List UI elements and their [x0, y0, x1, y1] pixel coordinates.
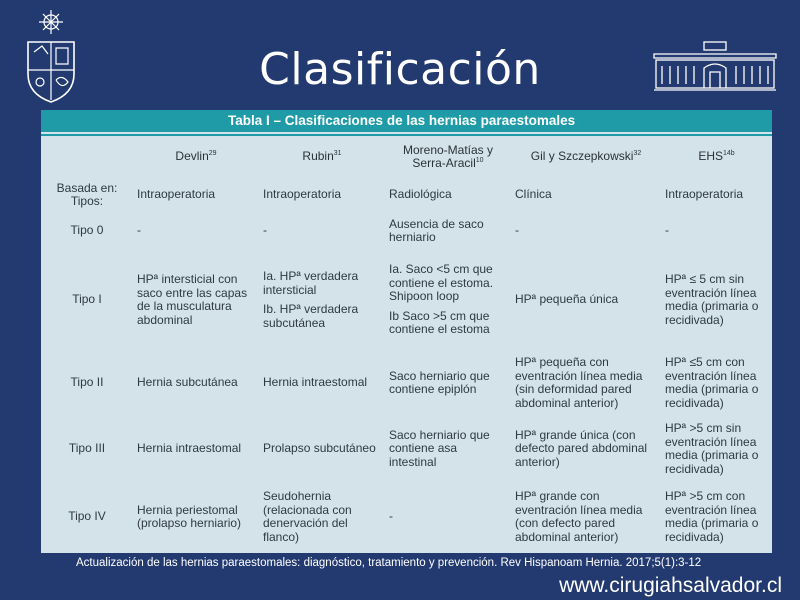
- table-cell: -: [263, 223, 267, 238]
- table-row: [41, 416, 772, 482]
- table-cell: HPª >5 cm sin eventración línea media (primaria o recidivada): [665, 421, 759, 476]
- table-cell: Ausencia de saco herniario: [389, 216, 484, 244]
- table-cell: HPª ≤ 5 cm sin eventración línea media (primaria o recidivada): [665, 272, 759, 327]
- table-cell: HPª grande con eventración línea media (con defecto pared abdominal anterior): [515, 489, 643, 544]
- table-cell: HPª >5 cm con eventración línea media (primaria o recidivada): [665, 489, 759, 544]
- slide-title: Clasificación: [259, 44, 541, 95]
- row-label: Tipo I: [72, 292, 102, 307]
- table-cell: Hernia intraestomal: [137, 441, 242, 456]
- header-empty-cell: [41, 136, 133, 178]
- table-caption: Tabla I – Clasificaciones de las hernias paraestomales: [41, 110, 772, 132]
- cell-text-b: Ib Saco >5 cm que contiene el estoma: [389, 308, 490, 337]
- cell-text-b: Ib. HPª verdadera subcutánea: [263, 302, 359, 330]
- table-cell: HPª ≤5 cm con eventración línea media (primaria o recidivada): [665, 355, 759, 410]
- table-cell: HPª intersticial con saco entre las capas de la musculatura abdominal: [137, 272, 248, 327]
- table-cell: Saco herniario que contiene epiplón: [389, 368, 490, 396]
- table-header-row: [41, 136, 772, 178]
- header-rubin: Rubin$^{31}$: [302, 149, 342, 164]
- citation-text: Actualización de las hernias paraestomales: diagnóstico, tratamiento y prevención. Rev Hispanoam Hernia. 2017;5(1):3-12: [76, 557, 702, 569]
- table-cell: Hernia subcutánea: [137, 375, 238, 390]
- table-cell: -: [137, 223, 141, 238]
- header-devlin: Devlin$^{29}$: [175, 149, 217, 164]
- header-gil-szczepkowski: Gil y Szczepkowski$^{32}$: [530, 149, 642, 164]
- table-cell: Intraoperatoria: [137, 187, 216, 202]
- row-label: Basada en: Tipos:: [56, 180, 118, 208]
- table-cell: HPª pequeña única: [515, 292, 619, 307]
- header-moreno-matias: Moreno-Matías y Serra-Aracil$^{10}$: [402, 142, 494, 170]
- table-cell: [259, 250, 385, 350]
- row-label: Tipo II: [70, 375, 104, 390]
- table-cell: Prolapso subcutáneo: [263, 441, 376, 456]
- table-cell: Clínica: [515, 187, 552, 202]
- table-cell: -: [515, 223, 519, 238]
- table-grid: [41, 136, 772, 552]
- table-cell: Radiológica: [389, 187, 452, 202]
- table-cell: [385, 250, 511, 350]
- table-cell: HPª grande única (con defecto pared abdominal anterior): [515, 427, 648, 469]
- table-row: [41, 482, 772, 552]
- table-row: [41, 350, 772, 416]
- table-cell: Hernia intraestomal: [263, 375, 368, 390]
- table-cell: Intraoperatoria: [263, 187, 342, 202]
- classification-table: [41, 110, 772, 553]
- row-label: Tipo III: [68, 441, 106, 456]
- table-cell: -: [389, 509, 393, 524]
- table-cell: Hernia periestomal (prolapso herniario): [137, 502, 242, 530]
- header-ehs: $EHS^{14b}$: [698, 149, 735, 164]
- website-link[interactable]: www.cirugiahsalvador.cl: [559, 574, 782, 597]
- table-cell: HPª pequeña con eventración línea media (sin deformidad pared abdominal anterior): [515, 355, 643, 410]
- table-cell: Seudohernia (relacionada con denervación del flanco): [263, 489, 352, 544]
- row-label: Tipo IV: [68, 509, 106, 524]
- table-row: [41, 212, 772, 250]
- row-label: Tipo 0: [70, 223, 104, 238]
- table-row: [41, 178, 772, 212]
- table-cell: Intraoperatoria: [665, 187, 744, 202]
- table-cell: -: [665, 223, 669, 238]
- cell-text-a: Ia. Saco <5 cm que contiene el estoma. Shipoon loop: [389, 262, 494, 304]
- cell-text-a: Ia. HPª verdadera intersticial: [263, 269, 359, 297]
- table-row: [41, 250, 772, 350]
- table-cell: Saco herniario que contiene asa intestinal: [389, 427, 490, 469]
